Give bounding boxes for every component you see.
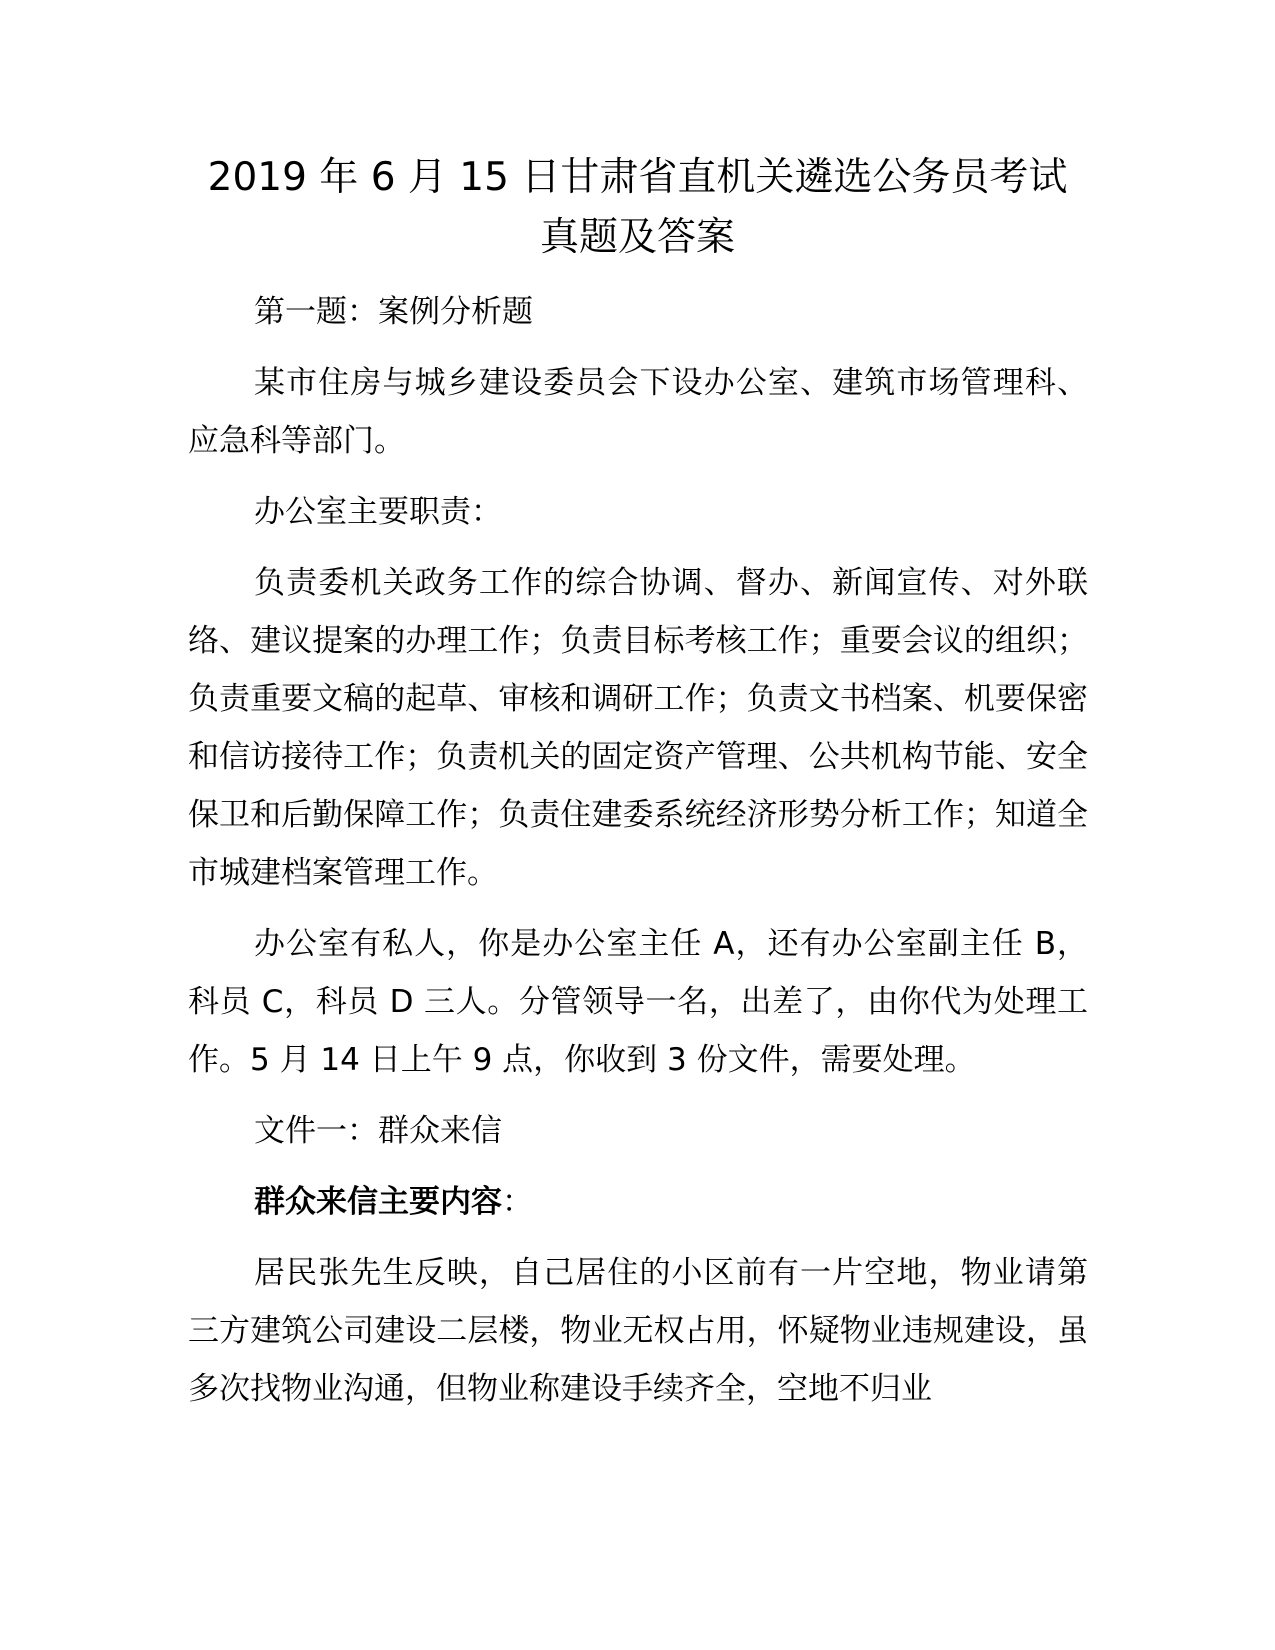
title-line-1: 2019 年 6 月 15 日甘肃省直机关遴选公务员考试: [207, 155, 1068, 200]
paragraph-staff: 办公室有私人，你是办公室主任 A，还有办公室副主任 B，科员 C，科员 D 三人。分管领导一名，出差了，由你代为处理工作。5 月 14 日上午 9 点，你收到 3 份文件，需要处理。: [188, 926, 1088, 1078]
paragraph-duties: 负责委机关政务工作的综合协调、督办、新闻宣传、对外联络、建议提案的办理工作；负责目标考核工作；重要会议的组织；负责重要文稿的起草、审核和调研工作；负责文书档案、机要保密和信访接待工作；负责机关的固定资产管理、公共机构节能、安全保卫和后勤保障工作；负责住建委系统经济形势分析工作；知道全市城建档案管理工作。: [188, 565, 1088, 891]
paragraph-file-one: 文件一：群众来信: [254, 1113, 502, 1149]
paragraph-duties-heading: 办公室主要职责：: [254, 494, 502, 530]
paragraph-letter-heading: [188, 1173, 1088, 1231]
letter-heading-text: 群众来信主要内容: [254, 1184, 502, 1220]
paragraph-intro: 某市住房与城乡建设委员会下设办公室、建筑市场管理科、应急科等部门。: [188, 365, 1088, 459]
paragraph-letter-content: 居民张先生反映，自己居住的小区前有一片空地，物业请第三方建筑公司建设二层楼，物业无权占用，怀疑物业违规建设，虽多次找物业沟通，但物业称建设手续齐全，空地不归业: [188, 1255, 1088, 1407]
paragraph-question-heading: 第一题：案例分析题: [254, 294, 533, 330]
document-title: [150, 148, 1125, 268]
document-body: [188, 283, 1088, 1431]
letter-heading-colon: ：: [502, 1184, 533, 1220]
title-line-2: 真题及答案: [539, 215, 735, 260]
